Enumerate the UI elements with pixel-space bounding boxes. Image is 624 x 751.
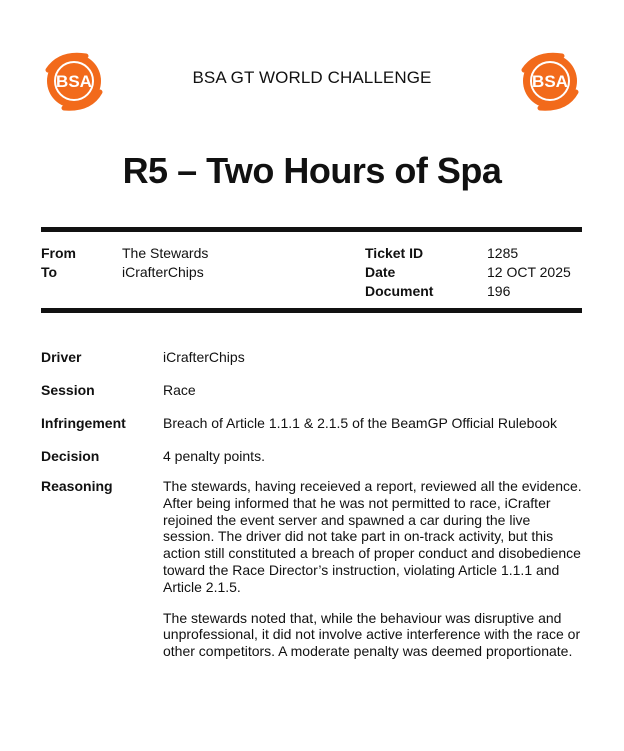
organization-name: BSA GT WORLD CHALLENGE [192,68,432,87]
infringement-row [41,414,586,447]
driver-value: iCrafterChips [163,349,245,365]
bsa-logo-icon [516,50,582,112]
meta-ticket-row [365,244,571,263]
meta-recipients [41,244,208,282]
infringement-value: Breach of Article 1.1.1 & 2.1.5 of the BeamGP Official Rulebook [163,415,558,431]
ticket-label: Ticket ID [365,245,424,261]
driver-row [41,348,586,381]
session-row [41,381,586,414]
meta-from-row [41,244,208,263]
to-value: iCrafterChips [122,264,204,280]
infringement-label: Infringement [41,415,126,431]
reasoning-paragraph: The stewards noted that, while the behaviour was disruptive and unprofessional, it did not involve active interference with the race or other competitors. A moderate penalty was deemed proportionate. [163,609,581,660]
from-label: From [41,245,76,261]
document-label: Document [365,283,434,299]
reasoning-row [41,478,586,674]
bsa-logo-right [516,50,582,112]
decision-value: 4 penalty points. [163,448,265,464]
decision-row [41,447,586,480]
reasoning-paragraph: The stewards, having receieved a report, reviewed all the evidence. After being informed that he was not permitted to race, iCrafter rejoined the event server and spawned a car during the live session. The driver did not take part in on-track activity, but this action still constituted a breach of proper conduct and disobedience toward the Race Director’s instruction, violating Article 1.1.1 and Article 2.1.5. [163,478,582,595]
meta-document-info [365,244,571,301]
divider-top [41,227,582,232]
reasoning-label: Reasoning [41,478,113,494]
meta-document-row [365,282,571,301]
meta-to-row [41,263,208,282]
ticket-value: 1285 [487,245,519,261]
session-value: Race [163,382,196,398]
divider-bottom [41,308,582,313]
meta-date-row [365,263,571,282]
decision-details [41,348,586,674]
driver-label: Driver [41,349,82,365]
logo-text: BSA [532,72,568,91]
decision-label: Decision [41,448,100,464]
from-value: The Stewards [122,245,209,261]
page-title: R5 – Two Hours of Spa [122,150,502,191]
logo-text: BSA [56,72,92,91]
to-label: To [41,264,58,280]
date-value: 12 OCT 2025 [487,264,571,280]
date-label: Date [365,264,396,280]
session-label: Session [41,382,95,398]
document-value: 196 [487,283,511,299]
reasoning-text [163,478,583,674]
